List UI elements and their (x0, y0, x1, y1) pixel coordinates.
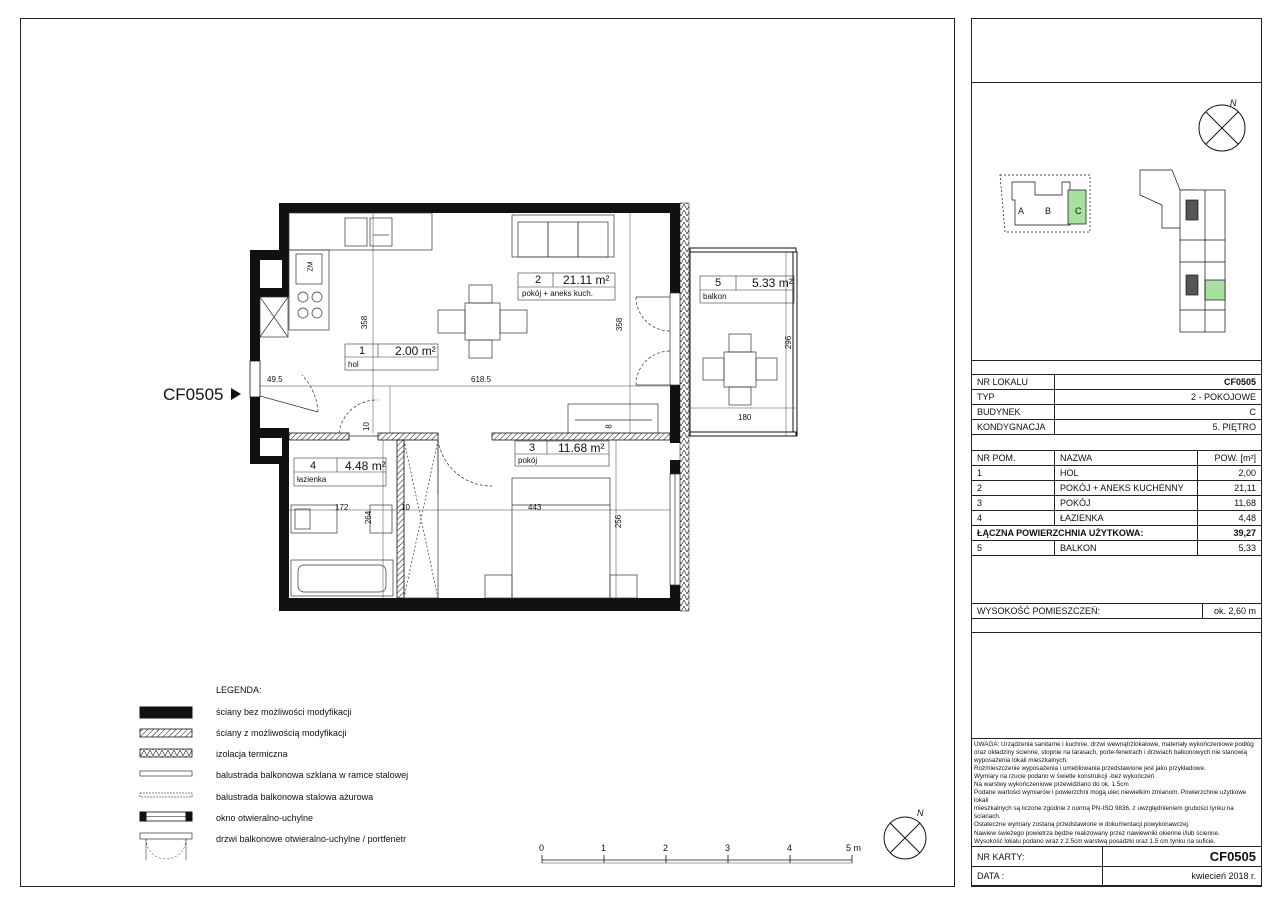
legend-title: LEGENDA: (216, 685, 262, 695)
cell-name: POKÓJ + ANEKS KUCHENNY (1055, 481, 1198, 496)
date-label: DATA : (972, 867, 1103, 886)
site-block-a: A (1018, 206, 1025, 216)
dim-358-left: 358 (360, 315, 370, 330)
dim-49-5: 49.5 (267, 375, 283, 384)
fridge-label: ZM (307, 261, 315, 272)
note-line: oraz okładziny ścienne, stopnie na tarasach, porte-fenetrach i drzwiach balkonowych nie stanowią (974, 749, 1248, 757)
total-value: 39,27 (1198, 526, 1262, 541)
scale-tick-4: 4 (787, 843, 793, 853)
table-row (972, 466, 1262, 481)
cell-nr: 2 (972, 481, 1055, 496)
apartment-label: CF0505 (163, 385, 224, 404)
legend-swatches (140, 707, 192, 860)
entrance-arrow-icon (231, 388, 241, 400)
dim-296: 296 (784, 335, 794, 350)
note-line: Nawiew świeżego powietrza będzie realizowany przez nawiewniki okienne i/lub ścienne. (974, 829, 1220, 837)
header-area: POW. [m²] (1198, 451, 1262, 466)
table-row (972, 481, 1262, 496)
dining-table (438, 285, 527, 358)
cell-nr: 5 (972, 541, 1055, 556)
cell-area: 5,33 (1198, 541, 1262, 556)
cell-name: ŁAZIENKA (1055, 511, 1198, 526)
header-name: NAZWA (1055, 451, 1198, 466)
room-4-area: 4.48 m² (345, 459, 386, 473)
site-block-c: C (1075, 206, 1082, 216)
dim-172: 172 (335, 503, 349, 512)
room-1-num: 1 (359, 345, 366, 357)
header-nr: NR POM. (972, 451, 1055, 466)
dim-8: 8 (604, 424, 614, 429)
info-value: 5. PIĘTRO (1055, 420, 1262, 435)
scale-tick-1: 1 (601, 843, 607, 853)
note-line: wyposażenia lokali mieszkalnych. (974, 757, 1068, 765)
room-4-num: 4 (310, 460, 317, 472)
scale-tick-0: 0 (539, 843, 545, 853)
room-4-name: łazienka (297, 475, 327, 484)
dim-10-a: 10 (361, 422, 371, 431)
table-row (972, 511, 1262, 526)
legend-item-6: okno otwieralno-uchylne (216, 813, 314, 823)
cell-nr: 1 (972, 466, 1055, 481)
apartment-info-table (971, 374, 1262, 435)
cell-name: POKÓJ (1055, 496, 1198, 511)
room-2-name: pokój + aneks kuch. (522, 289, 593, 298)
total-label: ŁĄCZNA POWIERZCHNIA UŻYTKOWA: (972, 526, 1198, 541)
room-3-area: 11.68 m² (558, 441, 605, 455)
note-line: Wymiary na rzucie podano w świetle konstrukcji -bez wykończeń. (974, 773, 1156, 781)
scale-bar (542, 855, 852, 863)
room-1-area: 2.00 m² (395, 344, 436, 358)
dim-256: 256 (614, 514, 624, 529)
room-5-name: balkon (703, 292, 727, 301)
info-value: 2 - POKOJOWE (1055, 390, 1262, 405)
card-label: NR KARTY: (972, 847, 1103, 867)
legend-item-4: balustrada balkonowa szklana w ramce stalowej (216, 770, 409, 780)
date-value: kwiecień 2018 r. (1103, 867, 1262, 886)
room-3-num: 3 (529, 442, 536, 454)
room-1-name: hol (348, 360, 359, 369)
dim-618-5: 618.5 (471, 375, 492, 384)
note-line: Wysokość lokalu podano wraz z 2.5cm warstwą posadzki oraz 1.5 cm tynku na suficie. (974, 837, 1216, 845)
scale-tick-2: 2 (663, 843, 669, 853)
note-line: Rozmieszczenie wyposażenia i umeblowania przedstawione jest jako przykładowe. (974, 765, 1206, 773)
site-plan-icon (1000, 175, 1090, 232)
room-3-name: pokój (518, 456, 538, 465)
table-row (972, 541, 1262, 556)
info-row (972, 405, 1262, 420)
info-value: CF0505 (1055, 375, 1262, 390)
card-table (971, 846, 1262, 886)
legend-item-2: ściany z możliwością modyfikacji (216, 728, 347, 738)
card-value: CF0505 (1103, 847, 1262, 867)
info-row (972, 375, 1262, 390)
dim-358-right: 358 (615, 317, 625, 332)
room-2-num: 2 (535, 274, 542, 286)
site-block-b: B (1045, 206, 1052, 216)
legend-item-7: drzwi balkonowe otwieralno-uchylne / portfenetr (216, 834, 407, 844)
date-row (972, 867, 1262, 886)
compass-top-icon (1199, 105, 1245, 151)
dim-10-b: 10 (401, 503, 410, 512)
compass-bottom-n: N (917, 808, 924, 818)
info-label: TYP (972, 390, 1055, 405)
cell-name: HOL (1055, 466, 1198, 481)
notes-box (971, 738, 1262, 848)
legend-item-3: izolacja termiczna (216, 749, 288, 759)
cell-nr: 4 (972, 511, 1055, 526)
info-row (972, 390, 1262, 405)
dim-443: 443 (528, 503, 542, 512)
card-row (972, 847, 1262, 867)
legend-item-5: balustrada balkonowa stalowa ażurowa (216, 792, 374, 802)
scale-tick-3: 3 (725, 843, 731, 853)
height-value: ok. 2,60 m (1203, 604, 1262, 619)
rooms-table (971, 450, 1262, 556)
compass-top-n: N (1230, 98, 1237, 108)
cell-nr: 3 (972, 496, 1055, 511)
dimension-lines (260, 213, 796, 598)
dim-180: 180 (738, 413, 752, 422)
building-key-plan (1140, 170, 1225, 332)
info-label: KONDYGNACJA (972, 420, 1055, 435)
table-row (972, 496, 1262, 511)
room-label-boxes (294, 273, 794, 486)
legend-item-1: ściany bez możliwości modyfikacji (216, 707, 352, 717)
scale-tick-5: 5 m (846, 843, 862, 853)
cell-area: 2,00 (1198, 466, 1262, 481)
height-row (972, 604, 1262, 619)
note-line: Na warstwy wykończeniowe przewidziano do ok. 1.5cm (974, 781, 1129, 789)
cell-area: 11,68 (1198, 496, 1262, 511)
rooms-table-header (972, 451, 1262, 466)
total-row (972, 526, 1262, 541)
room-2-area: 21.11 m² (563, 273, 610, 287)
note-line: Ostateczne wymiary zostaną przedstawione w dokumentacji powykonawczej. (974, 821, 1190, 829)
room-5-num: 5 (715, 277, 722, 289)
sofa (512, 215, 614, 257)
info-label: BUDYNEK (972, 405, 1055, 420)
compass-bottom-icon (884, 817, 926, 859)
dim-264: 264 (364, 510, 374, 525)
cell-area: 21,11 (1198, 481, 1262, 496)
cell-area: 4,48 (1198, 511, 1262, 526)
balcony-table (703, 334, 777, 405)
height-table (971, 603, 1262, 619)
cell-name: BALKON (1055, 541, 1198, 556)
note-line: UWAGA: Urządzenia sanitarne i kuchnie, drzwi wewnątrzlokalowe, materiały wykończeniowe podłóg (974, 741, 1254, 748)
info-value: C (1055, 405, 1262, 420)
info-row (972, 420, 1262, 435)
height-label: WYSOKOŚĆ POMIESZCZEŃ: (972, 604, 1203, 619)
room-5-area: 5.33 m² (752, 276, 793, 290)
info-label: NR LOKALU (972, 375, 1055, 390)
note-line: mieszkalnych są liczone zgodnie z normą PN-ISO 9836, z uwzględnieniem grubości tynku na ścianach. (974, 805, 1234, 821)
note-line: Podane wartości wymiarów i powierzchni mogą ulec niewielkim zmianom. Powierzchnie użytkowe lokali (974, 789, 1247, 805)
